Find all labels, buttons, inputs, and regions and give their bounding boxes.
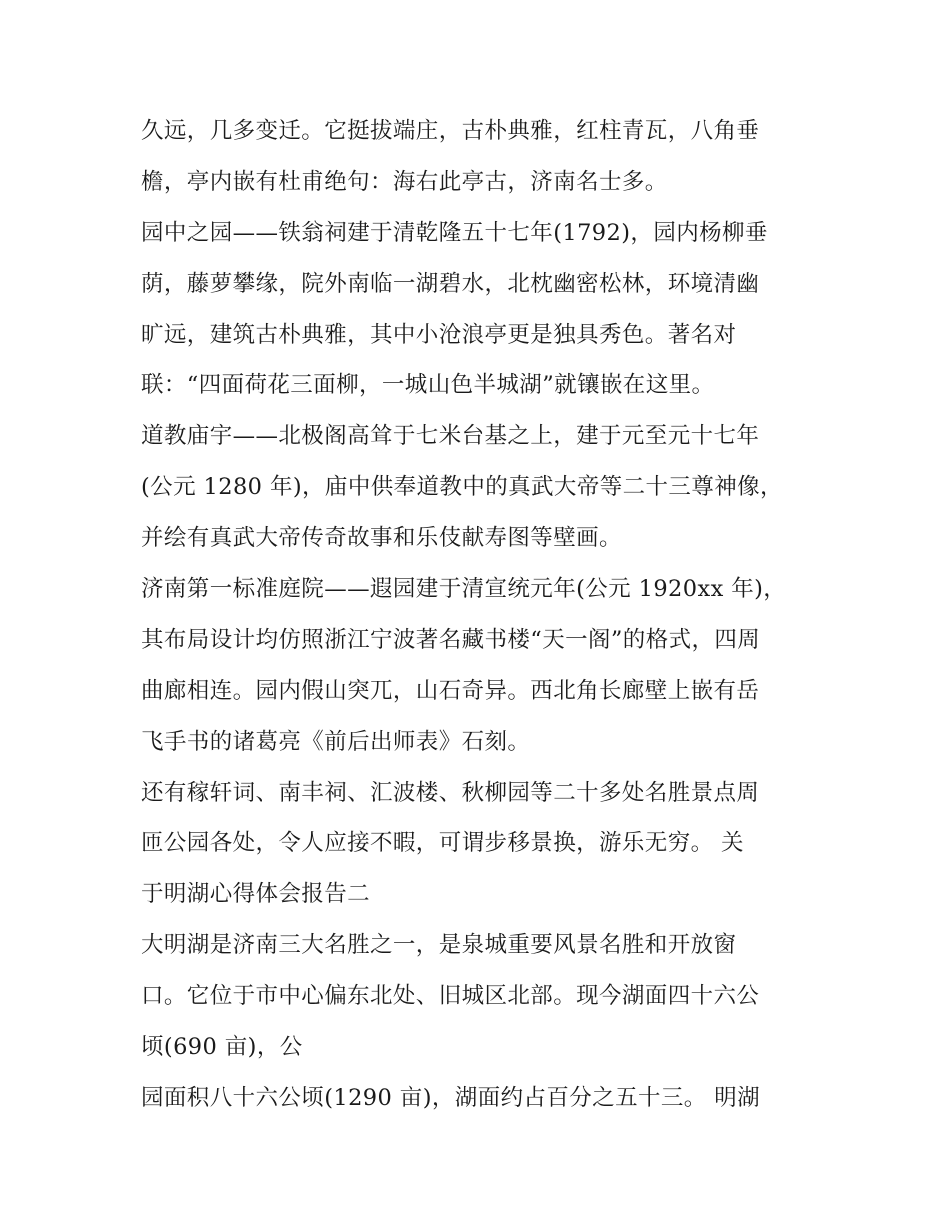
text-line: 济南第一标准庭院——遐园建于清宣统元年(公元 1920xx 年)， (141, 576, 787, 603)
text-line: 道教庙宇——北极阁高耸于七米台基之上，建于元至元十七年 (141, 423, 760, 450)
section-heading: 于明湖心得体会报告二 (141, 881, 371, 908)
text-line: 曲廊相连。园内假山突兀，山石奇异。西北角长廊壁上嵌有岳 (141, 677, 760, 704)
text-line: 园面积八十六公顷(1290 亩)，湖面约占百分之五十三。 明湖 (141, 1084, 761, 1111)
text-line: 其布局设计均仿照浙江宁波著名藏书楼“天一阁”的格式，四周 (141, 626, 761, 653)
text-line: 园中之园——铁翁祠建于清乾隆五十七年(1792)，园内杨柳垂 (141, 219, 768, 246)
text-line: 旷远，建筑古朴典雅，其中小沧浪亭更是独具秀色。著名对 (141, 321, 737, 348)
text-line: 久远，几多变迁。它挺拔端庄，古朴典雅，红柱青瓦，八角垂 (141, 118, 760, 144)
text-line: 联：“四面荷花三面柳，一城山色半城湖”就镶嵌在这里。 (141, 372, 715, 399)
text-line: 飞手书的诸葛亮《前后出师表》石刻。 (141, 728, 531, 755)
text-line: 口。它位于市中心偏东北处、旧城区北部。现今湖面四十六公 (141, 983, 760, 1010)
text-line: (公元 1280 年)，庙中供奉道教中的真武大帝等二十三尊神像， (141, 474, 783, 501)
text-line: 匝公园各处，令人应接不暇，可谓步移景换，游乐无穷。 关 (141, 830, 744, 857)
text-line: 大明湖是济南三大名胜之一，是泉城重要风景名胜和开放窗 (141, 932, 737, 959)
text-line: 还有稼轩词、南丰祠、汇波楼、秋柳园等二十多处名胜景点周 (141, 779, 760, 806)
text-line: 檐，亭内嵌有杜甫绝句：海右此亭古，济南名士多。 (141, 168, 668, 195)
text-line: 并绘有真武大帝传奇故事和乐伎献寿图等壁画。 (141, 525, 622, 552)
document-body (141, 106, 821, 1124)
text-line: 荫，藤萝攀缘，院外南临一湖碧水，北枕幽密松林，环境清幽 (141, 270, 760, 297)
text-line: 顷(690 亩)，公 (141, 1034, 303, 1061)
